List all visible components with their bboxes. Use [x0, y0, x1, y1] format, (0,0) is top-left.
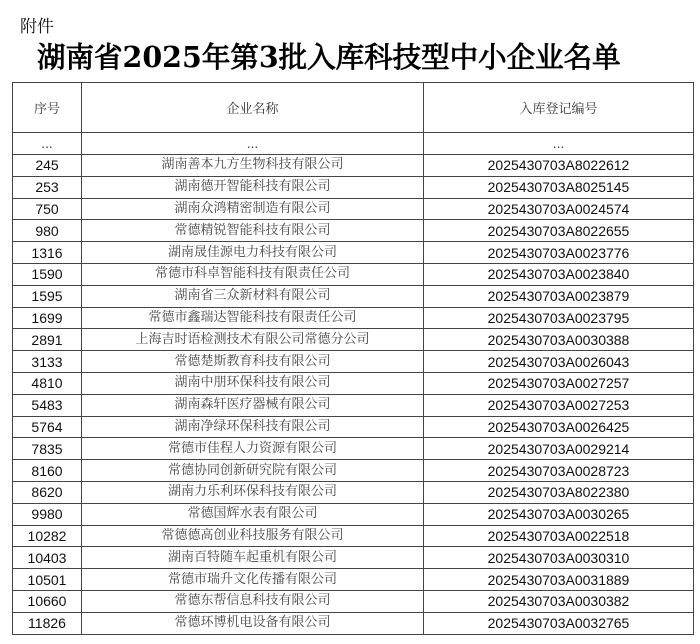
row-company-name: 湖南力乐利环保科技有限公司: [82, 481, 424, 503]
row-index: 750: [13, 198, 82, 220]
header-company-name: 企业名称: [82, 83, 424, 133]
table-row: [13, 220, 694, 242]
row-registration-number: 2025430703A0031889: [424, 569, 694, 591]
ellipsis-registration-number: ...: [424, 133, 694, 155]
row-company-name: 常德楚斯教育科技有限公司: [82, 351, 424, 373]
row-company-name: 湖南百特随车起重机有限公司: [82, 547, 424, 569]
table-row: [13, 394, 694, 416]
row-company-name: 常德市鑫瑞达智能科技有限责任公司: [82, 307, 424, 329]
row-registration-number: 2025430703A8022380: [424, 481, 694, 503]
table-row: [13, 481, 694, 503]
row-company-name: 常德环博机电设备有限公司: [82, 612, 424, 634]
row-company-name: 常德市佳程人力资源有限公司: [82, 438, 424, 460]
row-registration-number: 2025430703A0030382: [424, 590, 694, 612]
table-row: [13, 351, 694, 373]
row-registration-number: 2025430703A0029214: [424, 438, 694, 460]
row-registration-number: 2025430703A0023840: [424, 263, 694, 285]
row-index: 1590: [13, 263, 82, 285]
table-row: [13, 438, 694, 460]
row-company-name: 常德东帮信息科技有限公司: [82, 590, 424, 612]
table-row: [13, 525, 694, 547]
row-registration-number: 2025430703A0027257: [424, 372, 694, 394]
table-row: [13, 503, 694, 525]
ellipsis-company-name: ...: [82, 133, 424, 155]
page-title: 湖南省2025年第3批入库科技型中小企业名单: [37, 40, 621, 74]
table-row: [13, 198, 694, 220]
row-index: 10282: [13, 525, 82, 547]
table-row: [13, 547, 694, 569]
table-row: [13, 329, 694, 351]
row-index: 980: [13, 220, 82, 242]
row-index: 245: [13, 155, 82, 177]
table-header-row: [13, 83, 694, 133]
row-registration-number: 2025430703A0032765: [424, 612, 694, 634]
row-company-name: 湖南善本九方生物科技有限公司: [82, 155, 424, 177]
row-index: 10660: [13, 590, 82, 612]
row-registration-number: 2025430703A0023795: [424, 307, 694, 329]
row-company-name: 常德市科卓智能科技有限责任公司: [82, 263, 424, 285]
row-index: 2891: [13, 329, 82, 351]
row-company-name: 湖南晟佳源电力科技有限公司: [82, 242, 424, 264]
table-row: [13, 176, 694, 198]
row-company-name: 常德市瑞升文化传播有限公司: [82, 569, 424, 591]
table-body: [13, 133, 694, 635]
row-registration-number: 2025430703A0030310: [424, 547, 694, 569]
table-row: [13, 155, 694, 177]
table-row: [13, 307, 694, 329]
row-registration-number: 2025430703A0023879: [424, 285, 694, 307]
row-index: 10403: [13, 547, 82, 569]
row-index: 8160: [13, 460, 82, 482]
row-registration-number: 2025430703A8022612: [424, 155, 694, 177]
header-index: 序号: [13, 83, 82, 133]
row-index: 4810: [13, 372, 82, 394]
table-row: [13, 263, 694, 285]
row-index: 10501: [13, 569, 82, 591]
row-registration-number: 2025430703A0022518: [424, 525, 694, 547]
row-index: 1316: [13, 242, 82, 264]
row-company-name: 常德协同创新研究院有限公司: [82, 460, 424, 482]
table-row: [13, 416, 694, 438]
row-index: 1595: [13, 285, 82, 307]
row-company-name: 湖南省三众新材料有限公司: [82, 285, 424, 307]
row-index: 11826: [13, 612, 82, 634]
row-company-name: 湖南众鸿精密制造有限公司: [82, 198, 424, 220]
table-row: [13, 569, 694, 591]
row-registration-number: 2025430703A0024574: [424, 198, 694, 220]
row-registration-number: 2025430703A0030388: [424, 329, 694, 351]
row-registration-number: 2025430703A8025145: [424, 176, 694, 198]
row-company-name: 湖南森轩医疗器械有限公司: [82, 394, 424, 416]
table-row: [13, 242, 694, 264]
row-company-name: 常德德高创业科技服务有限公司: [82, 525, 424, 547]
table-row: [13, 590, 694, 612]
attachment-label: 附件: [20, 17, 54, 37]
row-index: 1699: [13, 307, 82, 329]
header-registration-number: 入库登记编号: [424, 83, 694, 133]
row-company-name: 上海吉时语检测技术有限公司常德分公司: [82, 329, 424, 351]
row-company-name: 湖南中朋环保科技有限公司: [82, 372, 424, 394]
row-registration-number: 2025430703A0030265: [424, 503, 694, 525]
row-registration-number: 2025430703A0028723: [424, 460, 694, 482]
row-company-name: 湖南德开智能科技有限公司: [82, 176, 424, 198]
row-registration-number: 2025430703A0026043: [424, 351, 694, 373]
row-registration-number: 2025430703A0023776: [424, 242, 694, 264]
row-index: 8620: [13, 481, 82, 503]
company-roster-table: [12, 82, 694, 635]
ellipsis-index: ...: [13, 133, 82, 155]
row-index: 5764: [13, 416, 82, 438]
table-row: [13, 372, 694, 394]
row-index: 9980: [13, 503, 82, 525]
row-index: 7835: [13, 438, 82, 460]
table-row: [13, 285, 694, 307]
row-company-name: 湖南净绿环保科技有限公司: [82, 416, 424, 438]
table-row: [13, 460, 694, 482]
row-index: 253: [13, 176, 82, 198]
row-index: 3133: [13, 351, 82, 373]
row-index: 5483: [13, 394, 82, 416]
row-registration-number: 2025430703A0027253: [424, 394, 694, 416]
row-company-name: 常德精锐智能科技有限公司: [82, 220, 424, 242]
table-row: [13, 612, 694, 634]
row-registration-number: 2025430703A0026425: [424, 416, 694, 438]
row-registration-number: 2025430703A8022655: [424, 220, 694, 242]
row-company-name: 常德国辉水表有限公司: [82, 503, 424, 525]
ellipsis-row: [13, 133, 694, 155]
